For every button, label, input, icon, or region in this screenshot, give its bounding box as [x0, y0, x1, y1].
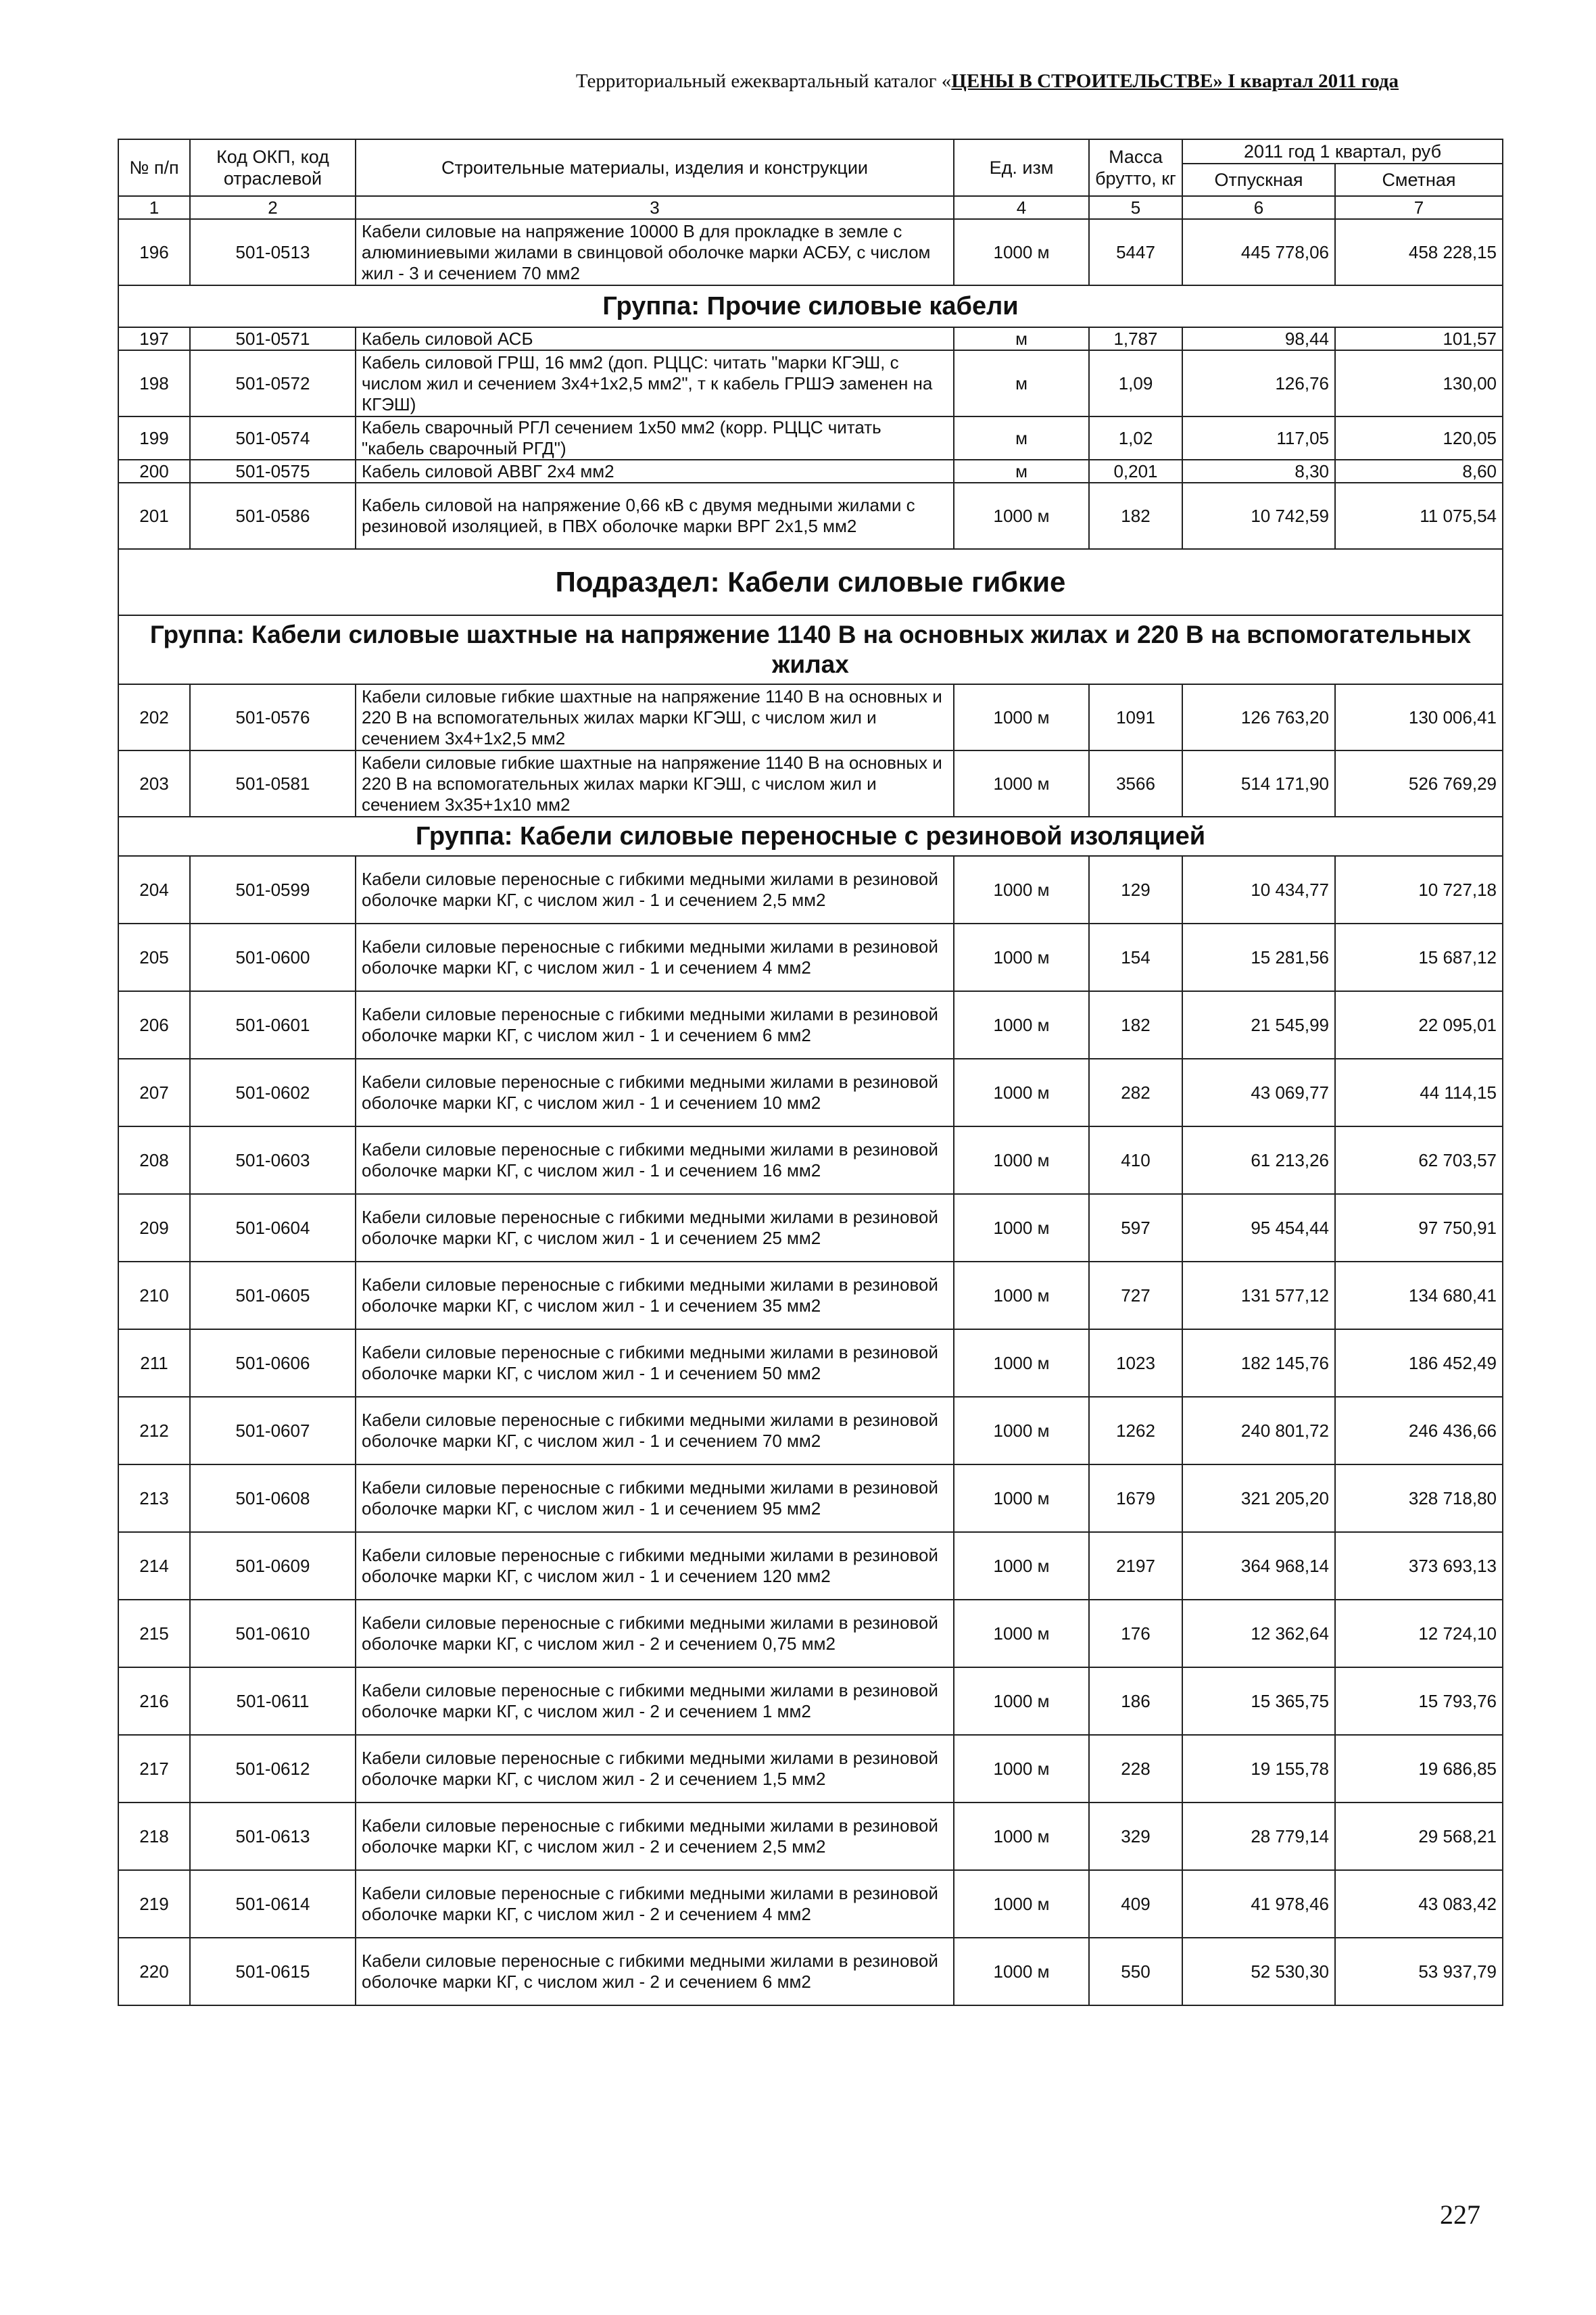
row-price-release: 321 205,20	[1182, 1464, 1335, 1532]
row-code: 501-0614	[190, 1870, 356, 1938]
col-header-estimate: Сметная	[1335, 164, 1503, 196]
row-price-release: 364 968,14	[1182, 1532, 1335, 1600]
row-unit: м	[954, 327, 1089, 350]
row-code: 501-0586	[190, 483, 356, 549]
index-cell: 2	[190, 196, 356, 219]
row-num: 205	[118, 924, 190, 991]
index-cell: 6	[1182, 196, 1335, 219]
row-mass: 1262	[1089, 1397, 1182, 1464]
row-price-release: 131 577,12	[1182, 1262, 1335, 1329]
row-unit: 1000 м	[954, 483, 1089, 549]
row-unit: м	[954, 350, 1089, 416]
row-price-estimate: 120,05	[1335, 416, 1503, 460]
row-name: Кабели силовые переносные с гибкими медными жилами в резиновой оболочке марки КГ, с числом жил - 1 и сечением 2,5 мм2	[356, 856, 954, 924]
row-unit: 1000 м	[954, 684, 1089, 750]
row-mass: 1091	[1089, 684, 1182, 750]
row-name: Кабели силовые переносные с гибкими медными жилами в резиновой оболочке марки КГ, с числом жил - 2 и сечением 4 мм2	[356, 1870, 954, 1938]
row-price-estimate: 246 436,66	[1335, 1397, 1503, 1464]
row-price-release: 98,44	[1182, 327, 1335, 350]
row-price-release: 52 530,30	[1182, 1938, 1335, 2005]
row-code: 501-0615	[190, 1938, 356, 2005]
row-mass: 1679	[1089, 1464, 1182, 1532]
row-price-release: 12 362,64	[1182, 1600, 1335, 1667]
table-row	[118, 1126, 1503, 1194]
row-unit: 1000 м	[954, 1194, 1089, 1262]
row-price-release: 41 978,46	[1182, 1870, 1335, 1938]
row-mass: 597	[1089, 1194, 1182, 1262]
row-price-estimate: 8,60	[1335, 460, 1503, 483]
row-price-release: 445 778,06	[1182, 219, 1335, 285]
row-mass: 1,02	[1089, 416, 1182, 460]
row-name: Кабель силовой АСБ	[356, 327, 954, 350]
row-price-estimate: 19 686,85	[1335, 1735, 1503, 1803]
table-row	[118, 1397, 1503, 1464]
row-unit: м	[954, 416, 1089, 460]
group-heading: Группа: Кабели силовые шахтные на напряжение 1140 В на основных жилах и 220 В на вспомогательных жилах	[118, 615, 1503, 684]
table-row	[118, 483, 1503, 549]
row-unit: 1000 м	[954, 924, 1089, 991]
row-price-estimate: 29 568,21	[1335, 1803, 1503, 1870]
row-price-release: 117,05	[1182, 416, 1335, 460]
row-price-release: 514 171,90	[1182, 750, 1335, 817]
col-header-mass: Масса брутто, кг	[1089, 139, 1182, 196]
table-row	[118, 1262, 1503, 1329]
row-num: 203	[118, 750, 190, 817]
table-row	[118, 1059, 1503, 1126]
row-mass: 727	[1089, 1262, 1182, 1329]
row-name: Кабель силовой АВВГ 2х4 мм2	[356, 460, 954, 483]
row-num: 216	[118, 1667, 190, 1735]
row-code: 501-0601	[190, 991, 356, 1059]
row-num: 199	[118, 416, 190, 460]
col-header-period: 2011 год 1 квартал, руб	[1182, 139, 1503, 164]
table-row	[118, 1464, 1503, 1532]
index-cell: 3	[356, 196, 954, 219]
row-code: 501-0606	[190, 1329, 356, 1397]
index-cell: 1	[118, 196, 190, 219]
table-row	[118, 991, 1503, 1059]
row-mass: 409	[1089, 1870, 1182, 1938]
table-row	[118, 1532, 1503, 1600]
row-num: 219	[118, 1870, 190, 1938]
table-row	[118, 327, 1503, 350]
table-row	[118, 924, 1503, 991]
row-name: Кабель силовой на напряжение 0,66 кВ с двумя медными жилами с резиновой изоляцией, в ПВХ оболочке марки ВРГ 2х1,5 мм2	[356, 483, 954, 549]
table-row	[118, 684, 1503, 750]
row-num: 201	[118, 483, 190, 549]
row-name: Кабели силовые переносные с гибкими медными жилами в резиновой оболочке марки КГ, с числом жил - 2 и сечением 2,5 мм2	[356, 1803, 954, 1870]
row-num: 208	[118, 1126, 190, 1194]
row-name: Кабели силовые переносные с гибкими медными жилами в резиновой оболочке марки КГ, с числом жил - 1 и сечением 70 мм2	[356, 1397, 954, 1464]
row-mass: 176	[1089, 1600, 1182, 1667]
row-num: 206	[118, 991, 190, 1059]
subsection-heading-row	[118, 549, 1503, 615]
row-unit: 1000 м	[954, 856, 1089, 924]
row-num: 214	[118, 1532, 190, 1600]
row-price-release: 95 454,44	[1182, 1194, 1335, 1262]
row-code: 501-0603	[190, 1126, 356, 1194]
row-price-estimate: 97 750,91	[1335, 1194, 1503, 1262]
row-unit: 1000 м	[954, 1938, 1089, 2005]
row-num: 220	[118, 1938, 190, 2005]
row-code: 501-0600	[190, 924, 356, 991]
row-unit: 1000 м	[954, 1735, 1089, 1803]
row-mass: 0,201	[1089, 460, 1182, 483]
table-row	[118, 219, 1503, 285]
row-price-estimate: 53 937,79	[1335, 1938, 1503, 2005]
row-code: 501-0610	[190, 1600, 356, 1667]
row-num: 215	[118, 1600, 190, 1667]
row-mass: 5447	[1089, 219, 1182, 285]
row-unit: 1000 м	[954, 1870, 1089, 1938]
group-heading-row	[118, 615, 1503, 684]
row-num: 204	[118, 856, 190, 924]
row-num: 210	[118, 1262, 190, 1329]
row-unit: 1000 м	[954, 991, 1089, 1059]
table-row	[118, 1735, 1503, 1803]
row-code: 501-0605	[190, 1262, 356, 1329]
row-num: 218	[118, 1803, 190, 1870]
table-row	[118, 1667, 1503, 1735]
row-name: Кабели силовые переносные с гибкими медными жилами в резиновой оболочке марки КГ, с числом жил - 2 и сечением 6 мм2	[356, 1938, 954, 2005]
row-unit: 1000 м	[954, 1059, 1089, 1126]
row-code: 501-0575	[190, 460, 356, 483]
row-unit: 1000 м	[954, 750, 1089, 817]
row-mass: 186	[1089, 1667, 1182, 1735]
row-unit: 1000 м	[954, 1262, 1089, 1329]
row-price-estimate: 373 693,13	[1335, 1532, 1503, 1600]
row-code: 501-0612	[190, 1735, 356, 1803]
row-price-estimate: 130,00	[1335, 350, 1503, 416]
row-price-estimate: 15 793,76	[1335, 1667, 1503, 1735]
row-name: Кабели силовые переносные с гибкими медными жилами в резиновой оболочке марки КГ, с числом жил - 2 и сечением 1 мм2	[356, 1667, 954, 1735]
row-price-release: 10 742,59	[1182, 483, 1335, 549]
row-mass: 1023	[1089, 1329, 1182, 1397]
row-unit: 1000 м	[954, 219, 1089, 285]
col-header-num: № п/п	[118, 139, 190, 196]
catalog-title-prefix: Территориальный ежеквартальный каталог «	[575, 70, 952, 92]
col-header-code: Код ОКП, код отраслевой	[190, 139, 356, 196]
group-heading: Группа: Кабели силовые переносные с резиновой изоляцией	[118, 817, 1503, 856]
group-heading-row	[118, 285, 1503, 327]
row-code: 501-0599	[190, 856, 356, 924]
row-price-release: 8,30	[1182, 460, 1335, 483]
row-price-estimate: 44 114,15	[1335, 1059, 1503, 1126]
row-unit: 1000 м	[954, 1532, 1089, 1600]
row-price-estimate: 62 703,57	[1335, 1126, 1503, 1194]
row-mass: 154	[1089, 924, 1182, 991]
page-number: 227	[1440, 2199, 1480, 2230]
row-code: 501-0613	[190, 1803, 356, 1870]
header-row	[118, 139, 1503, 164]
group-heading: Группа: Прочие силовые кабели	[118, 285, 1503, 327]
row-num: 196	[118, 219, 190, 285]
row-code: 501-0609	[190, 1532, 356, 1600]
row-name: Кабели силовые переносные с гибкими медными жилами в резиновой оболочке марки КГ, с числом жил - 1 и сечением 16 мм2	[356, 1126, 954, 1194]
row-mass: 329	[1089, 1803, 1182, 1870]
catalog-title-bold: ЦЕНЫ В СТРОИТЕЛЬСТВЕ» I квартал 2011 года	[951, 70, 1399, 92]
row-name: Кабели силовые переносные с гибкими медными жилами в резиновой оболочке марки КГ, с числом жил - 1 и сечением 6 мм2	[356, 991, 954, 1059]
row-unit: 1000 м	[954, 1803, 1089, 1870]
row-code: 501-0571	[190, 327, 356, 350]
row-unit: 1000 м	[954, 1600, 1089, 1667]
row-mass: 3566	[1089, 750, 1182, 817]
col-header-release: Отпускная	[1182, 164, 1335, 196]
catalog-title	[197, 70, 1399, 93]
index-row	[118, 196, 1503, 219]
row-num: 207	[118, 1059, 190, 1126]
index-cell: 7	[1335, 196, 1503, 219]
row-price-release: 182 145,76	[1182, 1329, 1335, 1397]
row-price-release: 28 779,14	[1182, 1803, 1335, 1870]
row-mass: 1,787	[1089, 327, 1182, 350]
row-code: 501-0581	[190, 750, 356, 817]
index-cell: 4	[954, 196, 1089, 219]
row-num: 200	[118, 460, 190, 483]
row-price-release: 21 545,99	[1182, 991, 1335, 1059]
row-price-release: 43 069,77	[1182, 1059, 1335, 1126]
row-code: 501-0604	[190, 1194, 356, 1262]
row-num: 217	[118, 1735, 190, 1803]
row-price-estimate: 134 680,41	[1335, 1262, 1503, 1329]
row-unit: 1000 м	[954, 1397, 1089, 1464]
subsection-heading: Подраздел: Кабели силовые гибкие	[118, 549, 1503, 615]
table-row	[118, 1938, 1503, 2005]
price-table	[118, 139, 1503, 2006]
page-header	[0, 70, 1596, 93]
row-price-estimate: 328 718,80	[1335, 1464, 1503, 1532]
row-price-estimate: 12 724,10	[1335, 1600, 1503, 1667]
row-price-estimate: 22 095,01	[1335, 991, 1503, 1059]
index-cell: 5	[1089, 196, 1182, 219]
row-mass: 182	[1089, 991, 1182, 1059]
col-header-name: Строительные материалы, изделия и конструкции	[356, 139, 954, 196]
row-code: 501-0513	[190, 219, 356, 285]
row-price-estimate: 15 687,12	[1335, 924, 1503, 991]
row-price-release: 126 763,20	[1182, 684, 1335, 750]
table-row	[118, 350, 1503, 416]
row-price-release: 240 801,72	[1182, 1397, 1335, 1464]
row-name: Кабели силовые переносные с гибкими медными жилами в резиновой оболочке марки КГ, с числом жил - 1 и сечением 4 мм2	[356, 924, 954, 991]
row-name: Кабели силовые переносные с гибкими медными жилами в резиновой оболочке марки КГ, с числом жил - 1 и сечением 95 мм2	[356, 1464, 954, 1532]
table-row	[118, 1600, 1503, 1667]
row-num: 197	[118, 327, 190, 350]
row-code: 501-0602	[190, 1059, 356, 1126]
row-mass: 282	[1089, 1059, 1182, 1126]
row-unit: 1000 м	[954, 1329, 1089, 1397]
table-row	[118, 1870, 1503, 1938]
table-row	[118, 750, 1503, 817]
table-row	[118, 1803, 1503, 1870]
row-unit: м	[954, 460, 1089, 483]
row-unit: 1000 м	[954, 1667, 1089, 1735]
row-name: Кабель сварочный РГЛ сечением 1х50 мм2 (корр. РЦЦС читать "кабель сварочный РГД")	[356, 416, 954, 460]
row-price-release: 15 281,56	[1182, 924, 1335, 991]
table-row	[118, 856, 1503, 924]
col-header-unit: Ед. изм	[954, 139, 1089, 196]
row-num: 202	[118, 684, 190, 750]
row-mass: 550	[1089, 1938, 1182, 2005]
row-name: Кабели силовые гибкие шахтные на напряжение 1140 В на основных и 220 В на вспомогательных жилах марки КГЭШ, с числом жил и сечением 3х35+1х10 мм2	[356, 750, 954, 817]
row-num: 198	[118, 350, 190, 416]
table-row	[118, 1329, 1503, 1397]
row-code: 501-0576	[190, 684, 356, 750]
row-price-estimate: 101,57	[1335, 327, 1503, 350]
row-price-release: 10 434,77	[1182, 856, 1335, 924]
row-name: Кабели силовые переносные с гибкими медными жилами в резиновой оболочке марки КГ, с числом жил - 1 и сечением 25 мм2	[356, 1194, 954, 1262]
row-mass: 410	[1089, 1126, 1182, 1194]
row-code: 501-0574	[190, 416, 356, 460]
row-name: Кабели силовые переносные с гибкими медными жилами в резиновой оболочке марки КГ, с числом жил - 2 и сечением 0,75 мм2	[356, 1600, 954, 1667]
row-price-estimate: 11 075,54	[1335, 483, 1503, 549]
row-name: Кабель силовой ГРШ, 16 мм2 (доп. РЦЦС: читать "марки КГЭШ, с числом жил и сечением 3х4+1х2,5 мм2", т к кабель ГРШЭ заменен на КГЭШ)	[356, 350, 954, 416]
row-price-estimate: 526 769,29	[1335, 750, 1503, 817]
row-unit: 1000 м	[954, 1126, 1089, 1194]
row-name: Кабели силовые переносные с гибкими медными жилами в резиновой оболочке марки КГ, с числом жил - 1 и сечением 120 мм2	[356, 1532, 954, 1600]
row-price-estimate: 43 083,42	[1335, 1870, 1503, 1938]
row-code: 501-0572	[190, 350, 356, 416]
row-name: Кабели силовые переносные с гибкими медными жилами в резиновой оболочке марки КГ, с числом жил - 1 и сечением 50 мм2	[356, 1329, 954, 1397]
table-row	[118, 460, 1503, 483]
row-price-estimate: 130 006,41	[1335, 684, 1503, 750]
row-price-release: 126,76	[1182, 350, 1335, 416]
row-num: 209	[118, 1194, 190, 1262]
row-price-estimate: 458 228,15	[1335, 219, 1503, 285]
row-name: Кабели силовые на напряжение 10000 В для прокладке в земле с алюминиевыми жилами в свинцовой оболочке марки АСБУ, с числом жил - 3 и сечением 70 мм2	[356, 219, 954, 285]
row-code: 501-0608	[190, 1464, 356, 1532]
row-name: Кабели силовые переносные с гибкими медными жилами в резиновой оболочке марки КГ, с числом жил - 1 и сечением 10 мм2	[356, 1059, 954, 1126]
row-num: 213	[118, 1464, 190, 1532]
row-price-release: 61 213,26	[1182, 1126, 1335, 1194]
row-mass: 1,09	[1089, 350, 1182, 416]
row-name: Кабели силовые гибкие шахтные на напряжение 1140 В на основных и 220 В на вспомогательных жилах марки КГЭШ, с числом жил и сечением 3х4+1х2,5 мм2	[356, 684, 954, 750]
row-mass: 228	[1089, 1735, 1182, 1803]
row-unit: 1000 м	[954, 1464, 1089, 1532]
row-name: Кабели силовые переносные с гибкими медными жилами в резиновой оболочке марки КГ, с числом жил - 2 и сечением 1,5 мм2	[356, 1735, 954, 1803]
table-row	[118, 416, 1503, 460]
row-num: 212	[118, 1397, 190, 1464]
row-num: 211	[118, 1329, 190, 1397]
row-price-estimate: 186 452,49	[1335, 1329, 1503, 1397]
group-heading-row	[118, 817, 1503, 856]
row-mass: 182	[1089, 483, 1182, 549]
row-price-estimate: 10 727,18	[1335, 856, 1503, 924]
table-row	[118, 1194, 1503, 1262]
row-code: 501-0607	[190, 1397, 356, 1464]
row-price-release: 19 155,78	[1182, 1735, 1335, 1803]
row-code: 501-0611	[190, 1667, 356, 1735]
row-mass: 2197	[1089, 1532, 1182, 1600]
row-name: Кабели силовые переносные с гибкими медными жилами в резиновой оболочке марки КГ, с числом жил - 1 и сечением 35 мм2	[356, 1262, 954, 1329]
row-mass: 129	[1089, 856, 1182, 924]
row-price-release: 15 365,75	[1182, 1667, 1335, 1735]
